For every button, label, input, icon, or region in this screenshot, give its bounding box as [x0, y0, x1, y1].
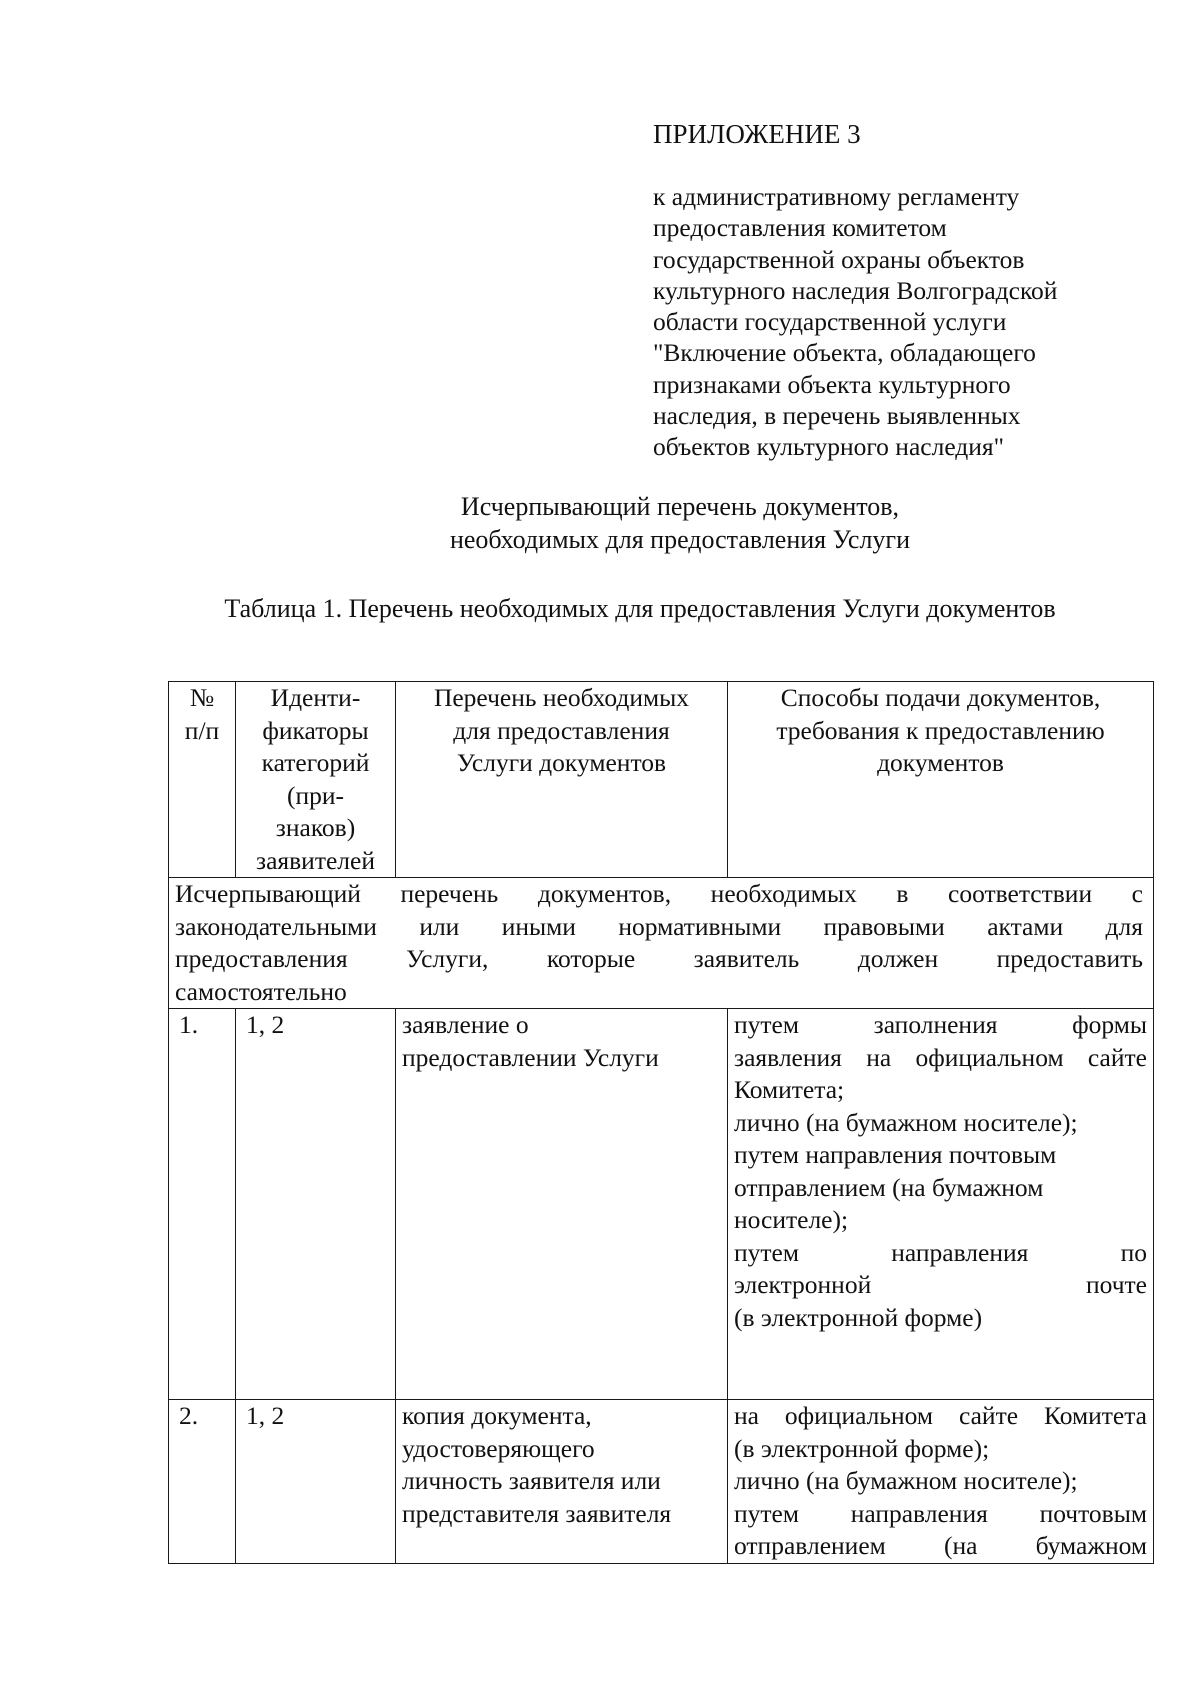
word: заявитель [693, 944, 800, 973]
row-methods [728, 1009, 1154, 1400]
word: сайте [1087, 1042, 1147, 1072]
header-line: Иденти- [270, 683, 361, 712]
document-line: удостоверяющего [402, 1433, 595, 1463]
header-line: для предоставления [453, 715, 670, 745]
word: нормативными [618, 911, 782, 941]
word: заполнения [873, 1010, 998, 1039]
section-text [169, 878, 1154, 1009]
word: путем [734, 1010, 799, 1039]
word: соответствии [948, 879, 1093, 908]
method-line [734, 1400, 1147, 1433]
word: заявления [734, 1042, 842, 1072]
appendix-line: к административному регламенту [653, 182, 1020, 211]
word: отправлением [734, 1531, 886, 1560]
appendix-line: признаками объекта культурного [653, 369, 1011, 399]
row-identifiers: 1, 2 [236, 1400, 396, 1564]
word: почтовым [1039, 1498, 1147, 1528]
word: сайте [958, 1401, 1019, 1430]
word: бумажном [1035, 1531, 1147, 1560]
word: почте [1085, 1270, 1147, 1299]
word: Комитета [1043, 1401, 1147, 1430]
header-line: документов [877, 748, 1004, 777]
appendix-line: области государственной услуги [653, 307, 1007, 337]
method-line [734, 1498, 1147, 1531]
word: в [896, 879, 909, 908]
word: официальном [784, 1401, 934, 1430]
documents-table [168, 681, 1154, 1564]
appendix-title: ПРИЛОЖЕНИЕ 3 [653, 119, 861, 149]
word: для [1105, 911, 1143, 941]
word: или [419, 911, 460, 941]
header-line: Способы подачи документов, [780, 683, 1101, 712]
word: Услуги, [406, 944, 489, 973]
section-line [175, 943, 1143, 976]
table-row [169, 1400, 1154, 1564]
row-number: 1. [169, 1009, 236, 1400]
word: законодательными [175, 911, 377, 941]
word: направления [850, 1498, 988, 1528]
word: электронной [734, 1270, 872, 1299]
document-line: представителя заявителя [402, 1498, 672, 1528]
header-line: (при- [286, 780, 345, 810]
table-section-row [169, 878, 1154, 1009]
header-line: п/п [184, 715, 220, 745]
word: предоставить [996, 944, 1143, 973]
word: правовыми [823, 911, 945, 941]
word: официальном [915, 1042, 1064, 1072]
word: с [1131, 879, 1143, 908]
word: путем [734, 1498, 799, 1528]
word: по [1120, 1237, 1147, 1267]
header-line: № [189, 683, 215, 712]
appendix-description [653, 181, 1173, 463]
header-line: фикаторы [262, 715, 369, 745]
appendix-block [653, 115, 1173, 463]
header-line: категорий [261, 748, 370, 777]
header-line: Услуги документов [456, 748, 667, 777]
header-methods [728, 682, 1154, 878]
table-row [169, 1009, 1154, 1400]
section-line [175, 878, 1143, 911]
appendix-line: "Включение объекта, обладающего [653, 338, 1036, 368]
header-documents [396, 682, 728, 878]
word: предоставления [175, 944, 348, 973]
method-line: (в электронной форме) [734, 1302, 983, 1332]
document-heading [300, 490, 1060, 556]
word: направления [891, 1237, 1029, 1267]
document-line: личность заявителя или [402, 1466, 661, 1495]
word: актами [987, 911, 1064, 941]
method-line: Комитета; [734, 1075, 845, 1104]
row-identifiers: 1, 2 [236, 1009, 396, 1400]
word: перечень [400, 879, 499, 908]
appendix-line: объектов культурного наследия" [653, 432, 1005, 462]
heading-line: Исчерпывающий перечень документов, [460, 492, 900, 521]
method-line [734, 1009, 1147, 1042]
row-document [396, 1400, 728, 1564]
appendix-line: государственной охраны объектов [653, 244, 1025, 274]
appendix-line: предоставления комитетом [653, 213, 947, 243]
word: иными [501, 911, 576, 941]
header-line: заявителей [256, 845, 375, 875]
header-number [169, 682, 236, 878]
document-line: копия документа, [402, 1401, 592, 1430]
header-line: требования к предоставлению [776, 715, 1105, 745]
word: необходимых [710, 879, 857, 908]
method-line [734, 1042, 1147, 1075]
word: Исчерпывающий [175, 879, 361, 908]
word: на [866, 1042, 892, 1072]
row-methods [728, 1400, 1154, 1564]
method-line: путем направления почтовым [734, 1140, 1057, 1169]
word: на [734, 1401, 759, 1430]
method-line: лично (на бумажном носителе); [734, 1466, 1078, 1495]
word: должен [857, 944, 939, 973]
section-line: самостоятельно [175, 976, 347, 1006]
word: (на [943, 1531, 978, 1560]
table-header-row [169, 682, 1154, 878]
row-number: 2. [169, 1400, 236, 1564]
method-line [734, 1237, 1147, 1270]
word: путем [734, 1237, 799, 1267]
method-line: (в электронной форме); [734, 1433, 990, 1463]
word: документов, [537, 879, 672, 908]
document-line: предоставлении Услуги [402, 1042, 659, 1072]
method-line [734, 1530, 1147, 1563]
header-identifiers [236, 682, 396, 878]
method-line [734, 1269, 1147, 1302]
method-line: носителе); [734, 1205, 849, 1234]
appendix-line: наследия, в перечень выявленных [653, 401, 1021, 431]
section-line [175, 911, 1143, 944]
header-line: знаков) [275, 813, 356, 842]
header-line: Перечень необходимых [433, 683, 690, 712]
table-caption: Таблица 1. Перечень необходимых для предоставления Услуги документов [224, 594, 1056, 623]
heading-line: необходимых для предоставления Услуги [449, 525, 911, 554]
appendix-line: культурного наследия Волгоградской [653, 275, 1058, 305]
word: которые [546, 944, 636, 973]
document-line: заявление о [402, 1010, 529, 1039]
method-line: лично (на бумажном носителе); [734, 1107, 1078, 1137]
method-line: отправлением (на бумажном [734, 1172, 1044, 1202]
word: формы [1072, 1010, 1147, 1039]
row-document [396, 1009, 728, 1400]
